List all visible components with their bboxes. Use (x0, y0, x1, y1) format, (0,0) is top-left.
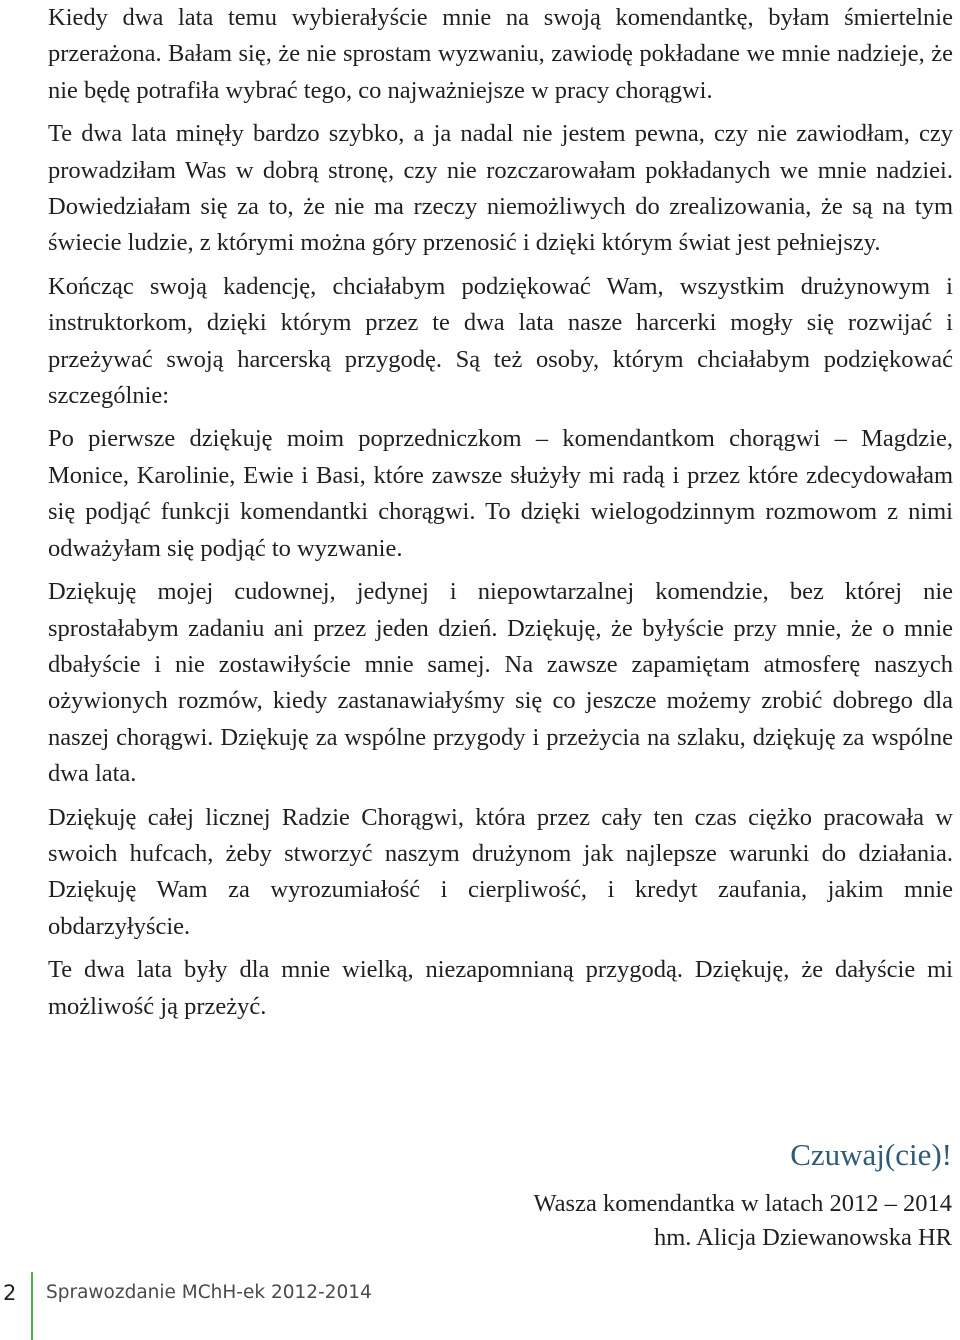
paragraph-thanks-council: Dziękuję całej licznej Radzie Chorągwi, która przez cały ten czas ciężko pracowała w swoich hufcach, żeby stworzyć naszym drużynom jak najlepsze warunki do działania. Dziękuję Wam za wyrozumiałość i cierpliwość, i kredyt zaufania, jakim mnie obdarzyłyście. (48, 803, 953, 940)
paragraph-intro: Kiedy dwa lata temu wybierałyście mnie na swoją komendantkę, byłam śmiertelnie przerażona. Bałam się, że nie sprostam wyzwaniu, zawiodę pokładane we mnie nadzieje, że nie będę potrafiła wybrać tego, co najważniejsze w pracy chorągwi. (48, 4, 953, 104)
letter-body (48, 0, 953, 1025)
closing-greeting: Czuwaj(cie)! (790, 1137, 952, 1172)
paragraph-reflection: Te dwa lata minęły bardzo szybko, a ja nadal nie jestem pewna, czy nie zawiodłam, czy prowadziłam Was w dobrą stronę, czy nie rozczarowałam pokładanych we mnie nadziei. Dowiedziałam się za to, że nie ma rzeczy niemożliwych do zrealizowania, że są na tym świecie ludzie, z którymi można góry przenosić i dzięki którym świat jest pełniejszy. (48, 120, 953, 257)
footer-divider (31, 1272, 33, 1340)
paragraph-final: Te dwa lata były dla mnie wielką, niezapomnianą przygodą. Dziękuję, że dałyście mi możliwość ją przeżyć. (48, 956, 953, 1020)
signer-role: Wasza komendantka w latach 2012 – 2014 (533, 1190, 952, 1217)
signer-name: hm. Alicja Dziewanowska HR (653, 1224, 952, 1251)
page-footer (0, 1270, 960, 1340)
running-title: Sprawozdanie MChH-ek 2012-2014 (46, 1282, 372, 1303)
paragraph-thanks-instructors: Kończąc swoją kadencję, chciałabym podziękować Wam, wszystkim drużynowym i instruktorkom, dzięki którym przez te dwa lata nasze harcerki mogły się rozwijać i przeżywać swoją harcerską przygodę. Są też osoby, którym chciałabym podziękować szczególnie: (48, 272, 953, 410)
paragraph-thanks-command: Dziękuję mojej cudownej, jedynej i niepowtarzalnej komendzie, bez której nie sprostałabym zadaniu ani przez jeden dzień. Dziękuję, że byłyście przy mnie, że o mnie dbałyście i nie zostawiłyście mnie samej. Na zawsze zapamiętam atmosferę naszych ożywionych rozmów, kiedy zastanawiałyśmy się co jeszcze możemy zrobić dobrego dla naszej chorągwi. Dziękuję za wspólne przygody i przeżycia na szlaku, dziękuję za wspólne dwa lata. (48, 578, 953, 788)
paragraph-thanks-predecessors: Po pierwsze dziękuję moim poprzedniczkom – komendantkom chorągwi – Magdzie, Monice, Karolinie, Ewie i Basi, które zawsze służyły mi radą i przez które zdecydowałam się podjąć funkcji komendantki chorągwi. To dzięki wielogodzinnym rozmowom z nimi odważyłam się podjąć to wyzwanie. (48, 425, 953, 562)
page-number: 2 (3, 1281, 17, 1305)
